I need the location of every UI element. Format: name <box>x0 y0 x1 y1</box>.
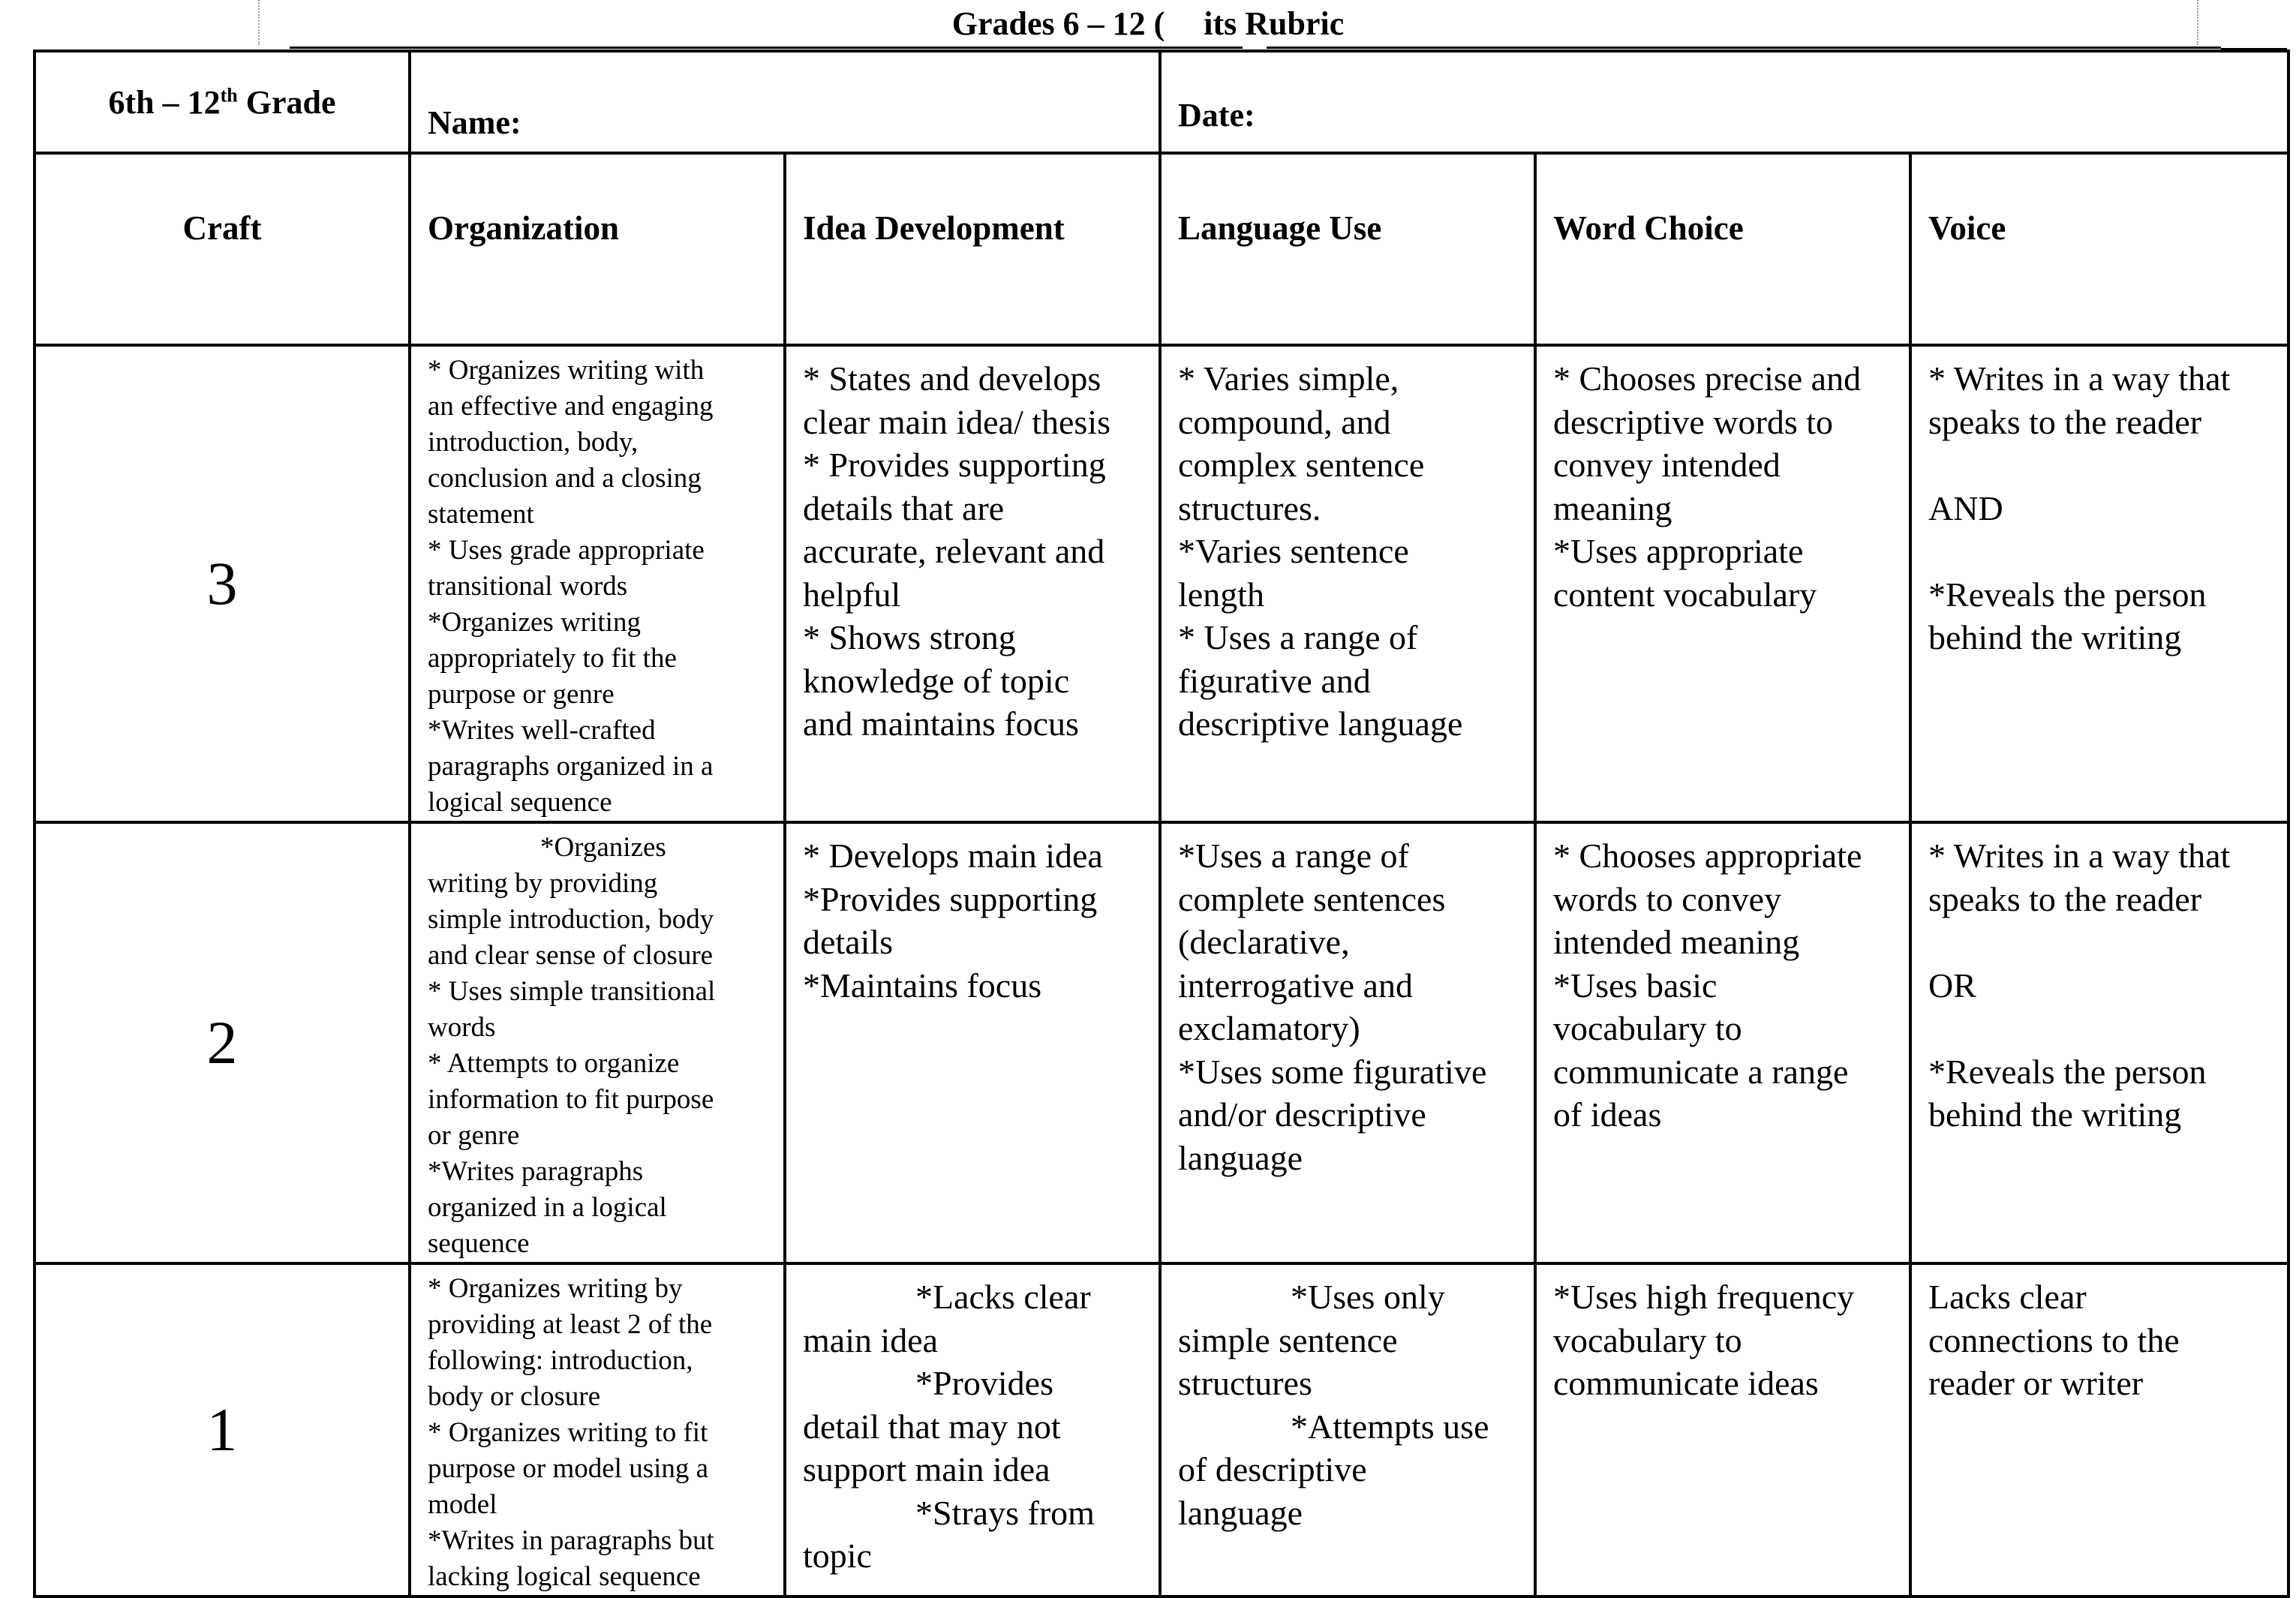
criterion-line: writing by providing <box>428 868 658 899</box>
criterion-line: *Provides <box>915 1364 1053 1402</box>
criterion-line: providing at least 2 of the <box>428 1309 713 1340</box>
grade-range-label: 6th – 12 <box>108 83 221 121</box>
criterion-line: *Maintains focus <box>803 966 1042 1005</box>
criterion-line: complex sentence <box>1178 446 1425 484</box>
criterion-line: length <box>1178 575 1264 614</box>
criterion-line: simple sentence <box>1178 1320 1398 1359</box>
criterion-line: * States and develops <box>803 359 1101 398</box>
criterion-line: * Chooses precise and <box>1553 359 1862 398</box>
criterion-line: convey intended <box>1553 446 1781 484</box>
criterion-line: information to fit purpose <box>428 1084 714 1115</box>
criterion-line: body or closure <box>428 1381 601 1412</box>
score-value: 1 <box>35 1263 410 1596</box>
title-underline <box>1267 47 2221 49</box>
criterion-line: intended meaning <box>1553 923 1800 961</box>
criterion-line: main idea <box>803 1320 939 1359</box>
column-header-craft: Craft <box>35 153 410 345</box>
criterion-line: or genre <box>428 1120 520 1151</box>
criterion-line: details that are <box>803 488 1005 527</box>
column-header-organization: Organization <box>410 153 785 345</box>
criterion-line: purpose or genre <box>428 679 615 710</box>
criterion-line: logical sequence <box>428 787 612 818</box>
criterion-line: vocabulary to <box>1553 1009 1742 1047</box>
criterion-line: of descriptive <box>1178 1450 1367 1488</box>
criterion-line: and clear sense of closure <box>428 940 714 971</box>
criterion-line: purpose or model using a <box>428 1453 709 1484</box>
document-title-left: Grades 6 – 12 ( <box>951 5 1165 42</box>
criterion-line: Lacks clear <box>1928 1278 2087 1316</box>
criterion-line: * Attempts to organize <box>428 1048 680 1079</box>
grade-range-suffix: Grade <box>237 83 336 121</box>
criterion-line: of ideas <box>1553 1095 1662 1134</box>
language-use-cell <box>1160 822 1535 1263</box>
criterion-line: exclamatory) <box>1178 1009 1360 1047</box>
criterion-line: figurative and <box>1178 661 1371 700</box>
criterion-line: *Writes in paragraphs but <box>428 1525 714 1556</box>
language-use-cell <box>1160 1263 1535 1596</box>
criterion-line: behind the writing <box>1928 1095 2182 1134</box>
idea-development-cell <box>785 345 1160 822</box>
criterion-line: content vocabulary <box>1553 575 1817 614</box>
criterion-line: model <box>428 1489 497 1520</box>
criterion-line: * Provides supporting <box>803 446 1106 484</box>
criterion-line: communicate ideas <box>1553 1364 1819 1402</box>
rubric-table <box>33 50 2290 1598</box>
criterion-line: and maintains focus <box>803 704 1079 743</box>
criterion-line: *Lacks clear <box>915 1278 1091 1316</box>
score-row-3 <box>35 345 2288 822</box>
criterion-line: complete sentences <box>1178 879 1446 918</box>
word-choice-cell <box>1535 822 1910 1263</box>
voice-cell <box>1910 345 2288 822</box>
criterion-line: *Writes well-crafted <box>428 715 656 746</box>
criterion-line: *Writes paragraphs <box>428 1156 644 1187</box>
criterion-line: details <box>803 923 894 961</box>
name-field[interactable] <box>410 51 1160 153</box>
criterion-line: interrogative and <box>1178 966 1413 1005</box>
criterion-line: simple introduction, body <box>428 904 714 935</box>
criterion-line: and/or descriptive <box>1178 1095 1426 1134</box>
criterion-line: *Reveals the person <box>1928 1052 2207 1091</box>
column-header-idea-development: Idea Development <box>785 153 1160 345</box>
organization-cell <box>410 1263 785 1596</box>
criterion-line: * Organizes writing to fit <box>428 1417 708 1448</box>
document-title <box>0 5 2296 43</box>
grade-range-cell <box>35 51 410 153</box>
criterion-line: *Uses a range of <box>1178 837 1409 875</box>
criterion-line: (declarative, <box>1178 923 1350 961</box>
criterion-line: meaning <box>1553 488 1672 527</box>
column-header-voice: Voice <box>1910 153 2288 345</box>
column-header-language-use: Language Use <box>1160 153 1535 345</box>
criterion-line: * Organizes writing with <box>428 355 705 386</box>
document-title-area <box>0 0 2296 50</box>
organization-cell <box>410 822 785 1263</box>
criterion-line: structures <box>1178 1364 1312 1402</box>
criterion-line: *Reveals the person <box>1928 575 2207 614</box>
criterion-line: *Uses only <box>1291 1278 1445 1316</box>
column-header-word-choice: Word Choice <box>1535 153 1910 345</box>
date-field[interactable] <box>1160 51 2288 153</box>
blank-line <box>1928 921 2281 964</box>
criterion-line: accurate, relevant and <box>803 532 1105 570</box>
date-label: Date: <box>1178 97 1255 134</box>
criterion-line: paragraphs organized in a <box>428 751 714 782</box>
criterion-line: *Uses some figurative <box>1178 1052 1487 1091</box>
criterion-line: OR <box>1928 966 1976 1005</box>
criterion-line: behind the writing <box>1928 618 2182 656</box>
criterion-line: *Uses appropriate <box>1553 532 1804 570</box>
criterion-line: introduction, body, <box>428 427 639 458</box>
criterion-line: * Uses grade appropriate <box>428 535 705 566</box>
criterion-line: language <box>1178 1138 1303 1177</box>
grade-range-sup: th <box>220 83 238 106</box>
criterion-line: *Uses basic <box>1553 966 1717 1005</box>
criterion-line: descriptive language <box>1178 704 1463 743</box>
criterion-line: lacking logical sequence <box>428 1561 701 1592</box>
score-value: 2 <box>35 822 410 1263</box>
criterion-line: *Uses high frequency <box>1553 1278 1855 1316</box>
word-choice-cell <box>1535 345 1910 822</box>
criterion-line: *Organizes <box>540 832 666 863</box>
score-row-1 <box>35 1263 2288 1596</box>
criterion-line: * Uses simple transitional <box>428 976 716 1007</box>
word-choice-cell <box>1535 1263 1910 1596</box>
criterion-line: structures. <box>1178 488 1321 527</box>
criterion-line: an effective and engaging <box>428 391 714 422</box>
criterion-line: *Provides supporting <box>803 879 1098 918</box>
criterion-line: language <box>1178 1493 1303 1532</box>
criterion-line: detail that may not <box>803 1407 1061 1446</box>
criterion-line: reader or writer <box>1928 1364 2144 1402</box>
criterion-line: transitional words <box>428 571 628 602</box>
criterion-line: * Writes in a way that <box>1928 359 2231 398</box>
header-row <box>35 51 2288 153</box>
title-underline <box>290 47 1243 49</box>
column-header-row <box>35 153 2288 345</box>
criterion-line: *Organizes writing <box>428 607 641 638</box>
organization-cell <box>410 345 785 822</box>
criterion-line: * Varies simple, <box>1178 359 1399 398</box>
criterion-line: following: introduction, <box>428 1345 693 1376</box>
score-value: 3 <box>35 345 410 822</box>
document-title-right: its Rubric <box>1204 5 1345 42</box>
criterion-line: *Strays from <box>915 1493 1095 1532</box>
criterion-line: * Uses a range of <box>1178 618 1418 656</box>
criterion-line: support main idea <box>803 1450 1050 1488</box>
criterion-line: * Shows strong <box>803 618 1016 656</box>
criterion-line: statement <box>428 499 534 530</box>
score-row-2 <box>35 822 2288 1263</box>
idea-development-cell <box>785 822 1160 1263</box>
criterion-line: appropriately to fit the <box>428 643 677 674</box>
criterion-line: topic <box>803 1536 872 1575</box>
criterion-line: organized in a logical <box>428 1192 667 1223</box>
language-use-cell <box>1160 345 1535 822</box>
criterion-line: communicate a range <box>1553 1052 1849 1091</box>
criterion-line: conclusion and a closing <box>428 463 702 494</box>
criterion-line: descriptive words to <box>1553 402 1834 441</box>
criterion-line: helpful <box>803 575 901 614</box>
criterion-line: AND <box>1928 488 2003 527</box>
criterion-line: compound, and <box>1178 402 1391 441</box>
criterion-line: sequence <box>428 1228 530 1259</box>
criterion-line: vocabulary to <box>1553 1320 1742 1359</box>
voice-cell <box>1910 822 2288 1263</box>
criterion-line: * Organizes writing by <box>428 1273 683 1304</box>
criterion-line: words to convey <box>1553 879 1782 918</box>
blank-line <box>1928 1007 2281 1050</box>
criterion-line: *Attempts use <box>1291 1407 1489 1446</box>
criterion-line: words <box>428 1012 496 1043</box>
criterion-line: *Varies sentence <box>1178 532 1409 570</box>
criterion-line: speaks to the reader <box>1928 402 2202 441</box>
blank-line <box>1928 443 2281 487</box>
criterion-line: * Develops main idea <box>803 837 1103 875</box>
criterion-line: * Writes in a way that <box>1928 837 2231 875</box>
idea-development-cell <box>785 1263 1160 1596</box>
criterion-line: clear main idea/ thesis <box>803 402 1111 441</box>
voice-cell <box>1910 1263 2288 1596</box>
name-label: Name: <box>428 104 521 141</box>
criterion-line: connections to the <box>1928 1320 2180 1359</box>
criterion-line: speaks to the reader <box>1928 879 2202 918</box>
criterion-line: * Chooses appropriate <box>1553 837 1862 875</box>
blank-line <box>1928 530 2281 573</box>
criterion-line: knowledge of topic <box>803 661 1070 700</box>
